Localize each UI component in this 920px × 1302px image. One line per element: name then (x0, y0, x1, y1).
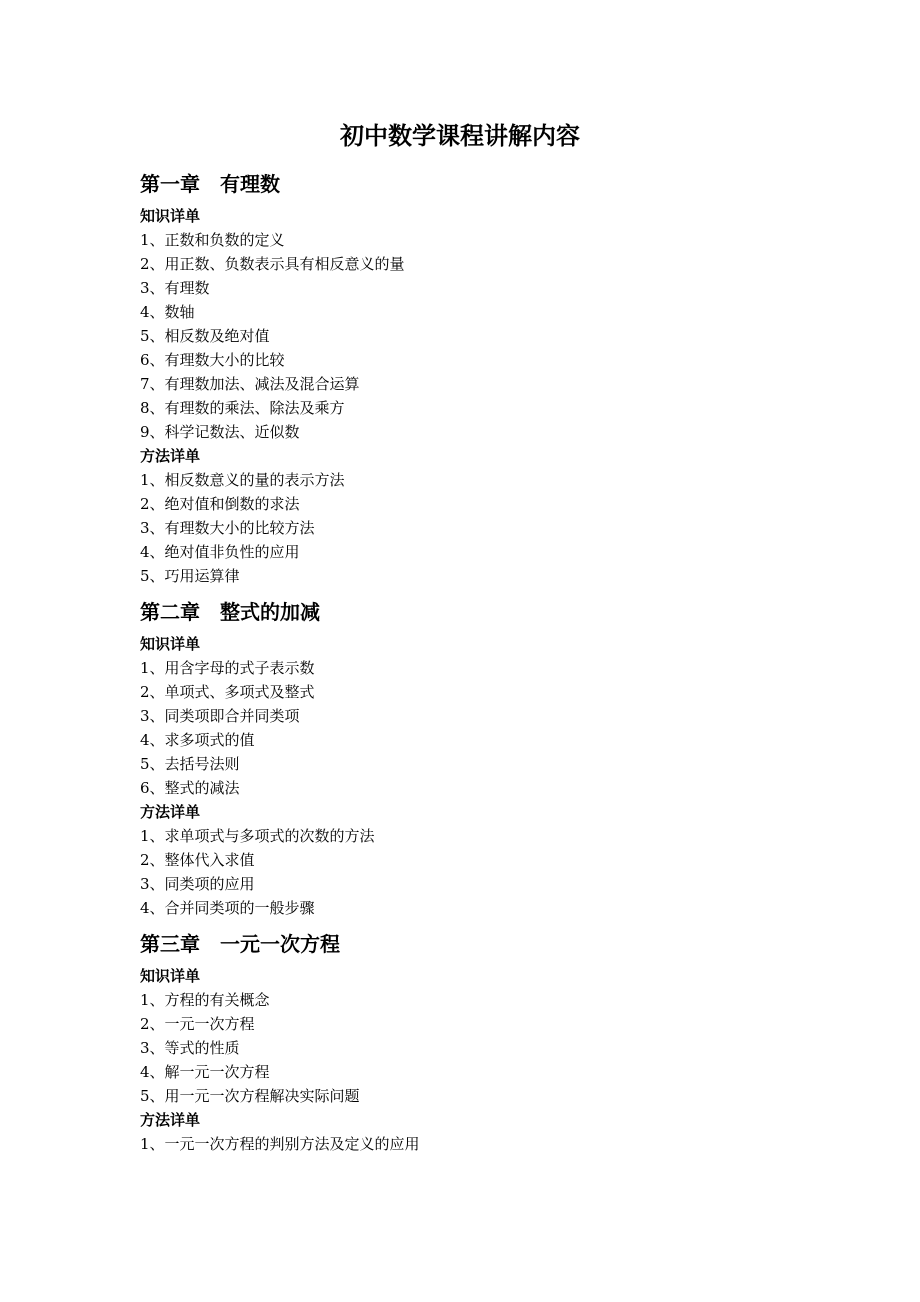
list-item: 5、相反数及绝对值 (140, 327, 270, 345)
list-item: 5、去括号法则 (140, 755, 240, 773)
document-body (140, 166, 840, 1156)
chapter-1 (140, 166, 840, 588)
list-item: 3、同类项即合并同类项 (140, 707, 300, 725)
list-item: 2、用正数、负数表示具有相反意义的量 (140, 255, 405, 273)
method-section-label: 方法详单 (140, 447, 201, 465)
list-item: 3、等式的性质 (140, 1039, 240, 1057)
chapter-3 (140, 926, 840, 1156)
list-item: 1、一元一次方程的判别方法及定义的应用 (140, 1135, 420, 1153)
list-item: 5、巧用运算律 (140, 567, 240, 585)
list-item: 2、一元一次方程 (140, 1015, 255, 1033)
list-item: 1、方程的有关概念 (140, 991, 270, 1009)
method-list (140, 1132, 840, 1156)
list-item: 3、同类项的应用 (140, 875, 255, 893)
list-item: 6、整式的减法 (140, 779, 240, 797)
list-item: 7、有理数加法、减法及混合运算 (140, 375, 360, 393)
method-list (140, 824, 840, 920)
document-title: 初中数学课程讲解内容 (340, 121, 580, 150)
list-item: 4、解一元一次方程 (140, 1063, 270, 1081)
method-section-label: 方法详单 (140, 803, 201, 821)
knowledge-list (140, 988, 840, 1108)
list-item: 4、求多项式的值 (140, 731, 255, 749)
method-list (140, 468, 840, 588)
chapter-heading: 第二章 整式的加减 (140, 600, 320, 624)
list-item: 4、绝对值非负性的应用 (140, 543, 300, 561)
list-item: 8、有理数的乘法、除法及乘方 (140, 399, 345, 417)
list-item: 1、正数和负数的定义 (140, 231, 285, 249)
chapter-2 (140, 594, 840, 920)
knowledge-list (140, 228, 840, 444)
chapter-heading: 第一章 有理数 (140, 172, 280, 196)
knowledge-list (140, 656, 840, 800)
knowledge-section-label: 知识详单 (140, 207, 201, 225)
chapter-heading: 第三章 一元一次方程 (140, 932, 340, 956)
knowledge-section-label: 知识详单 (140, 967, 201, 985)
list-item: 2、整体代入求值 (140, 851, 255, 869)
list-item: 1、用含字母的式子表示数 (140, 659, 315, 677)
list-item: 6、有理数大小的比较 (140, 351, 285, 369)
knowledge-section-label: 知识详单 (140, 635, 201, 653)
list-item: 9、科学记数法、近似数 (140, 423, 300, 441)
list-item: 3、有理数大小的比较方法 (140, 519, 315, 537)
method-section-label: 方法详单 (140, 1111, 201, 1129)
list-item: 2、绝对值和倒数的求法 (140, 495, 300, 513)
list-item: 4、合并同类项的一般步骤 (140, 899, 315, 917)
list-item: 4、数轴 (140, 303, 195, 321)
list-item: 1、相反数意义的量的表示方法 (140, 471, 345, 489)
list-item: 1、求单项式与多项式的次数的方法 (140, 827, 375, 845)
list-item: 3、有理数 (140, 279, 210, 297)
list-item: 2、单项式、多项式及整式 (140, 683, 315, 701)
list-item: 5、用一元一次方程解决实际问题 (140, 1087, 360, 1105)
